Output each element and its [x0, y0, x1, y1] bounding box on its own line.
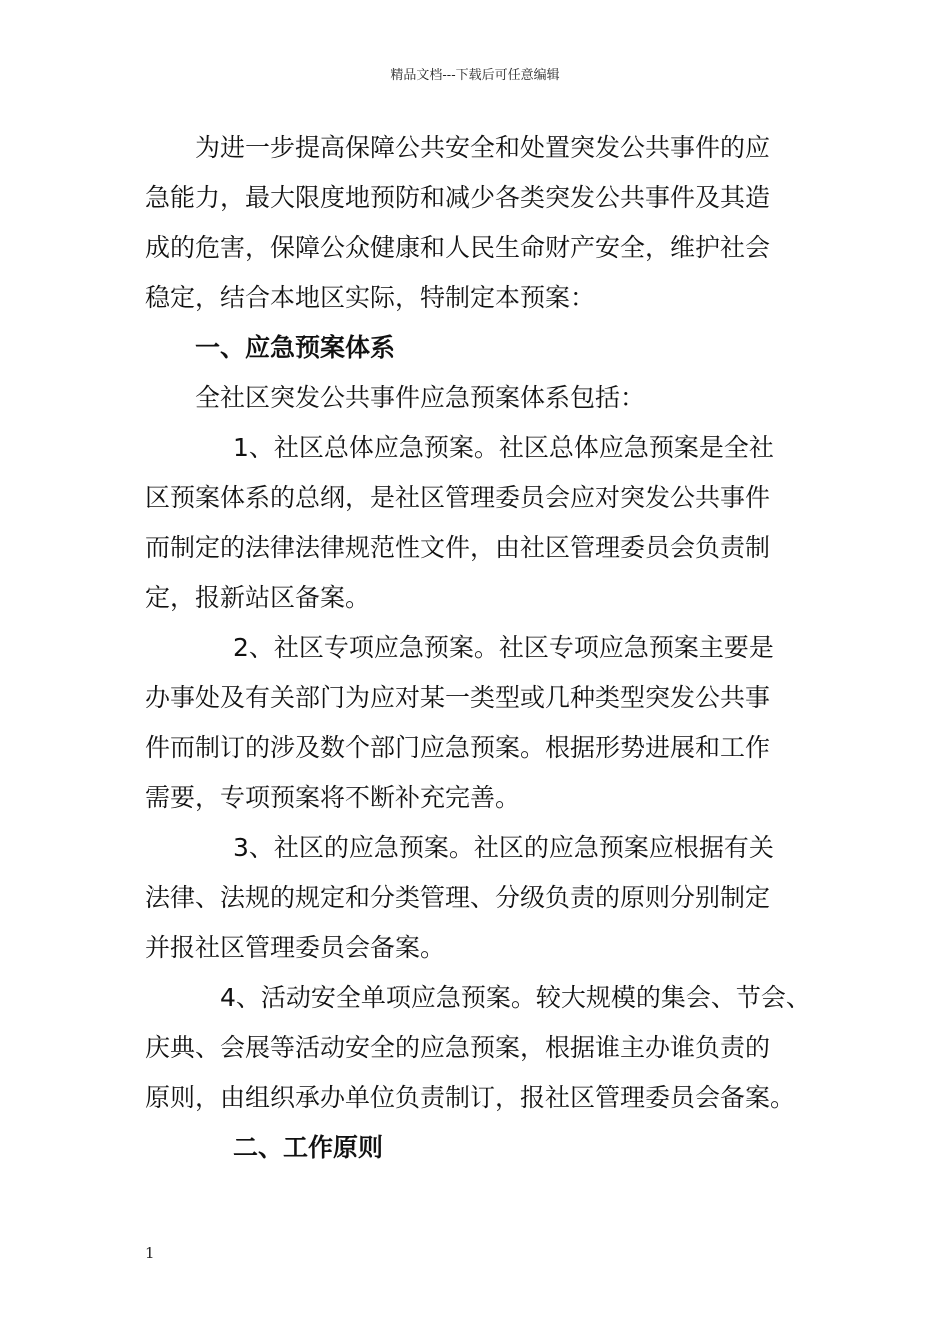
page-number: 1	[145, 1244, 155, 1262]
paragraph-line: 并报社区管理委员会备案。	[145, 933, 446, 962]
paragraph-line: 需要，专项预案将不断补充完善。	[145, 783, 521, 812]
paragraph-line: 成的危害，保障公众健康和人民生命财产安全，维护社会	[145, 233, 771, 262]
paragraph-line: 4、活动安全单项应急预案。较大规模的集会、节会、	[220, 983, 811, 1012]
paragraph-line: 原则，由组织承办单位负责制订，报社区管理委员会备案。	[145, 1083, 796, 1112]
paragraph-line: 区预案体系的总纲，是社区管理委员会应对突发公共事件	[145, 483, 771, 512]
paragraph-line: 全社区突发公共事件应急预案体系包括：	[195, 383, 646, 412]
paragraph-line: 为进一步提高保障公共安全和处置突发公共事件的应	[195, 133, 771, 162]
paragraph-line: 稳定，结合本地区实际，特制定本预案：	[145, 283, 596, 312]
paragraph-line: 而制定的法律法律规范性文件，由社区管理委员会负责制	[145, 533, 771, 562]
paragraph-line: 办事处及有关部门为应对某一类型或几种类型突发公共事	[145, 683, 771, 712]
section-heading: 一、应急预案体系	[195, 333, 396, 362]
paragraph-line: 庆典、会展等活动安全的应急预案，根据谁主办谁负责的	[145, 1033, 771, 1062]
section-heading: 二、工作原则	[233, 1133, 384, 1162]
paragraph-line: 3、社区的应急预案。社区的应急预案应根据有关	[233, 833, 774, 862]
paragraph-line: 2、社区专项应急预案。社区专项应急预案主要是	[233, 633, 774, 662]
page-header: 精品文档---下载后可任意编辑	[390, 68, 560, 83]
paragraph-line: 1、社区总体应急预案。社区总体应急预案是全社	[233, 433, 774, 462]
paragraph-line: 急能力，最大限度地预防和减少各类突发公共事件及其造	[145, 183, 771, 212]
paragraph-line: 法律、法规的规定和分类管理、分级负责的原则分别制定	[145, 883, 771, 912]
paragraph-line: 定，报新站区备案。	[145, 583, 371, 612]
paragraph-line: 件而制订的涉及数个部门应急预案。根据形势进展和工作	[145, 733, 771, 762]
